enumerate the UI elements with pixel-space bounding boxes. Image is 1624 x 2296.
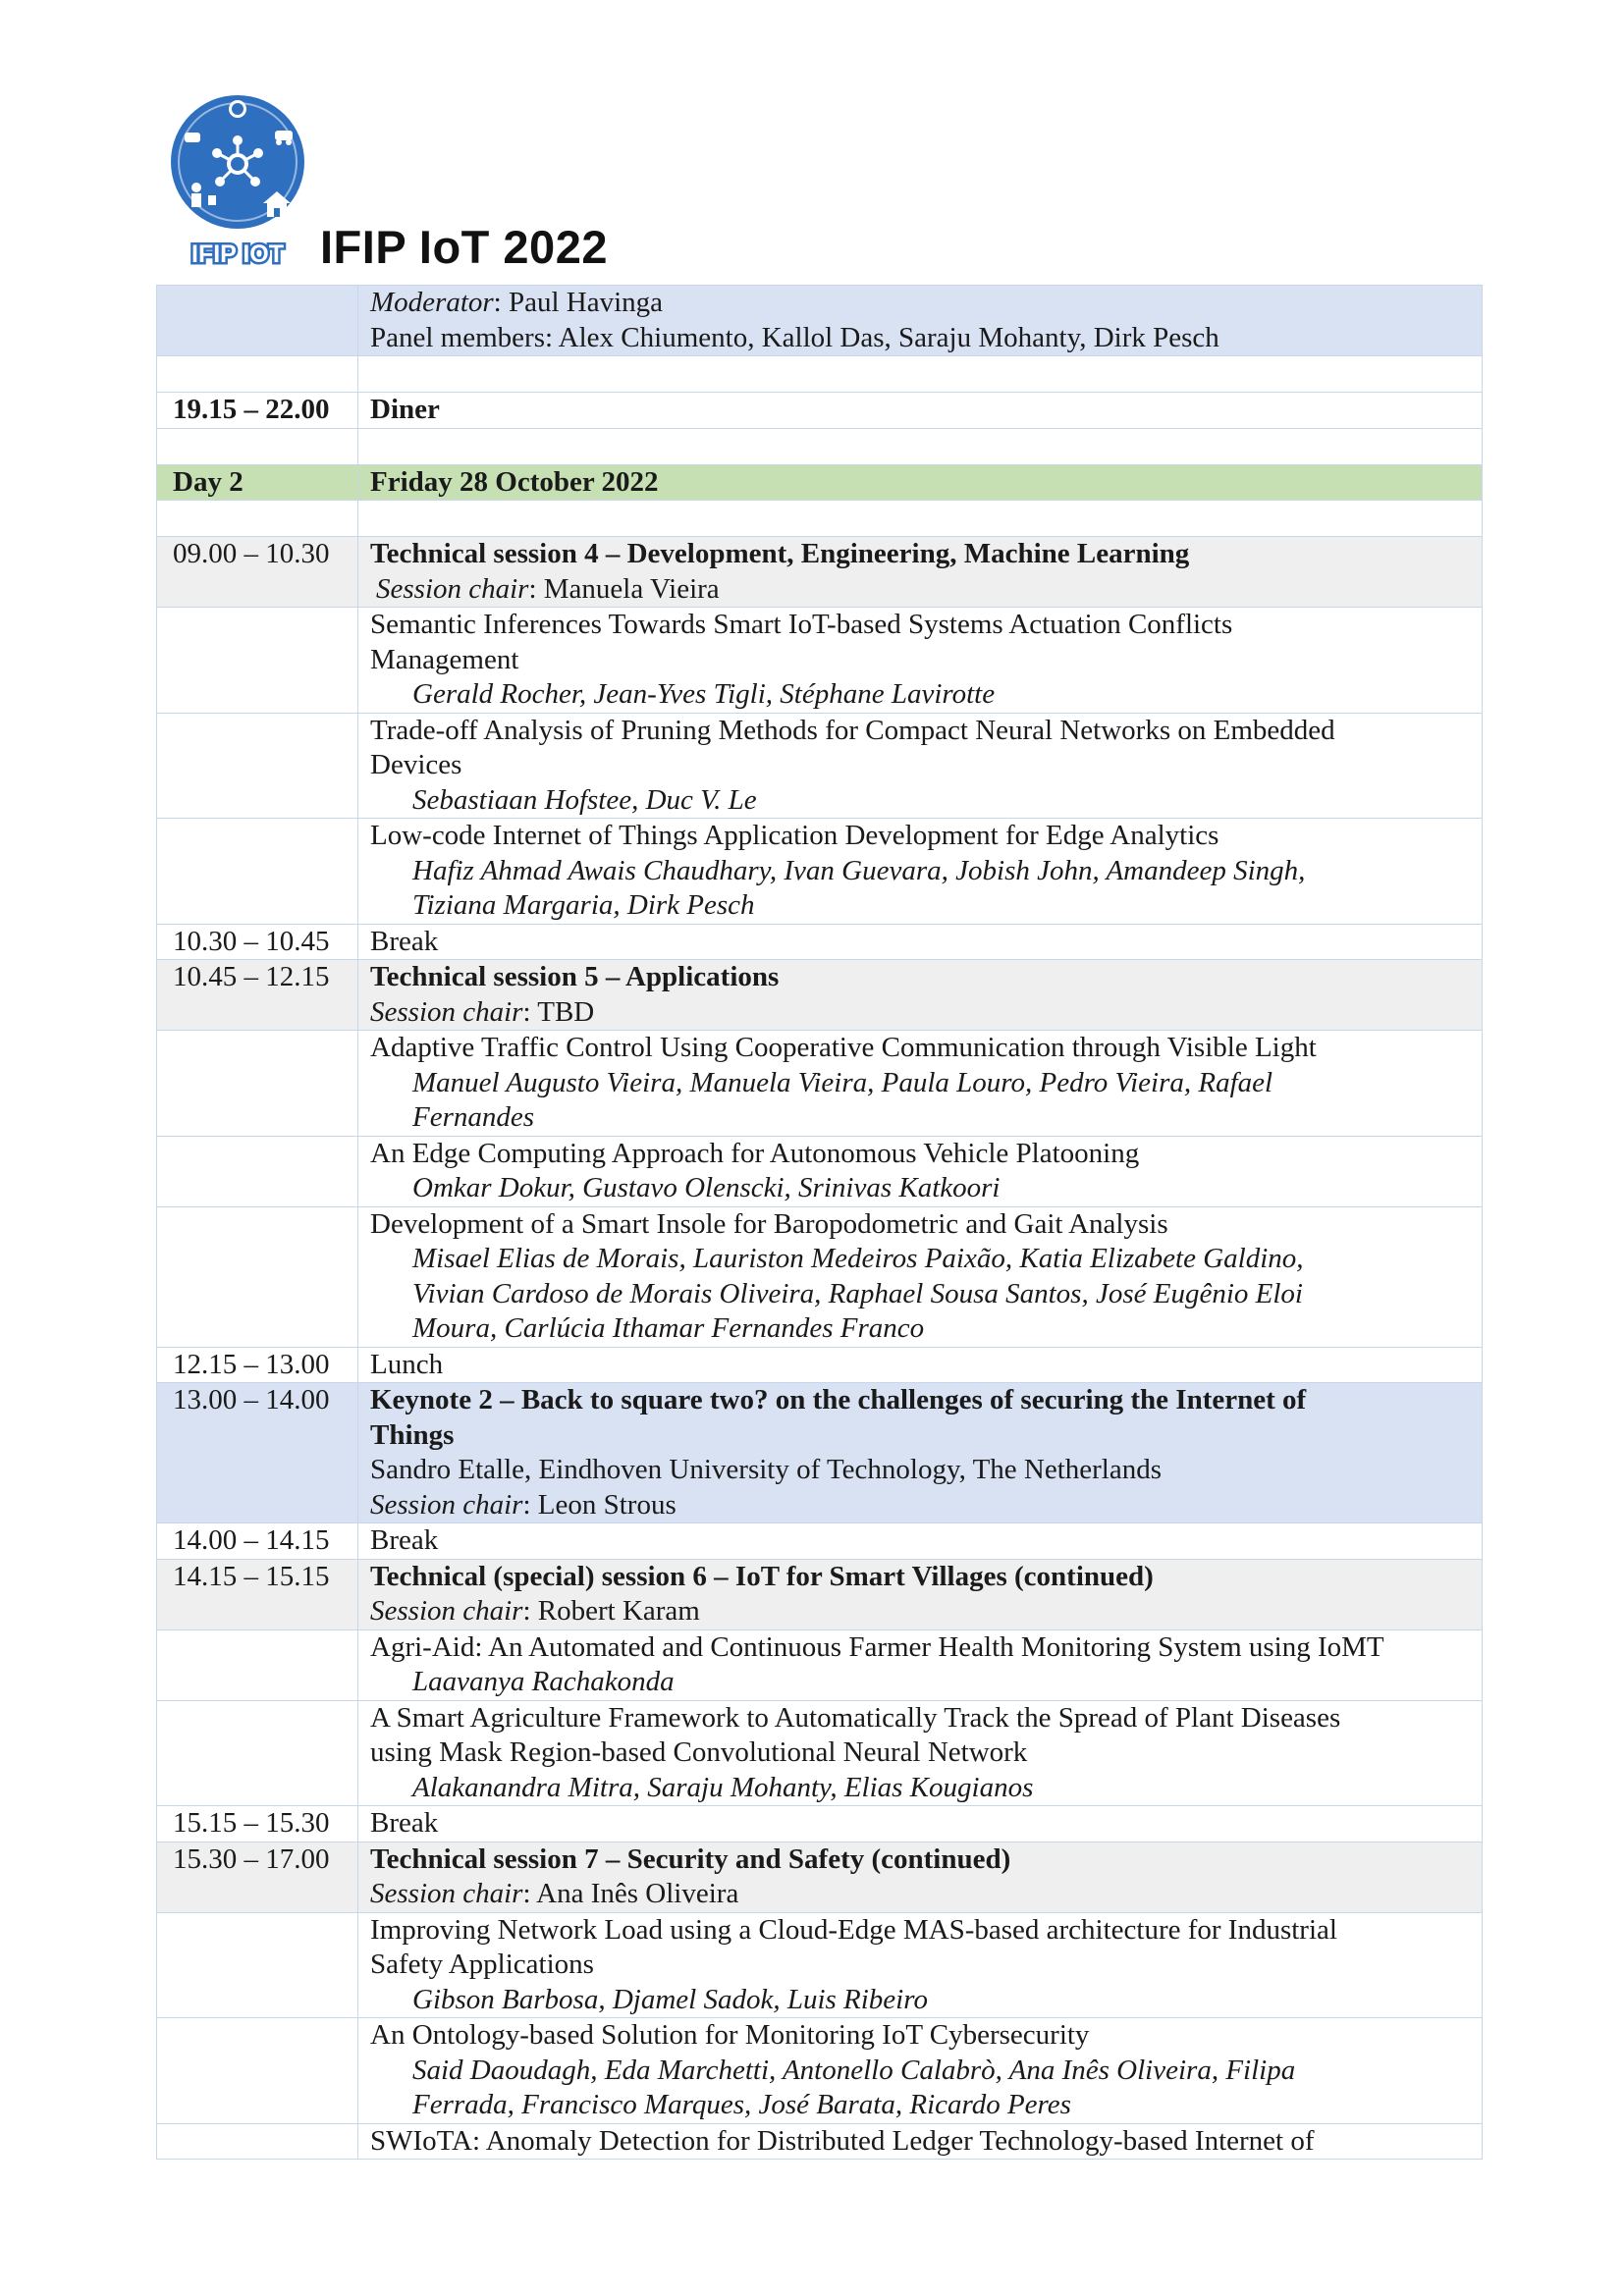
time-cell: 14.15 – 15.15 [157, 1559, 358, 1629]
keynote-speaker: Sandro Etalle, Eindhoven University of Technology, The Netherlands [370, 1454, 1163, 1485]
paper-row [157, 1700, 1483, 1806]
page-title: IFIP IoT 2022 [320, 221, 608, 273]
session-title: Technical session 4 – Development, Engineering, Machine Learning [370, 538, 1190, 569]
paper-title: Adaptive Traffic Control Using Cooperative Communication through Visible Light [370, 1032, 1317, 1063]
session-chair-name: : TBD [522, 995, 595, 1028]
session-title: Technical (special) session 6 – IoT for Smart Villages (continued) [370, 1560, 1154, 1592]
spacer-row [157, 428, 1483, 464]
lunch-label: Lunch [358, 1347, 1483, 1383]
spacer-row [157, 501, 1483, 537]
session-chair-label: Session chair [370, 1488, 523, 1521]
paper-title: An Ontology-based Solution for Monitoring IoT Cybersecurity [370, 2019, 1090, 2051]
paper-title: A Smart Agriculture Framework to Automatically Track the Spread of Plant Diseases [370, 1701, 1341, 1734]
paper-authors: Tiziana Margaria, Dirk Pesch [412, 889, 755, 921]
table-row [157, 393, 1483, 429]
time-cell: 15.30 – 17.00 [157, 1842, 358, 1912]
logo-text: IFIP IOT [191, 240, 284, 268]
session-header-row [157, 960, 1483, 1031]
paper-authors: Alakanandra Mitra, Saraju Mohanty, Elias Kougianos [412, 1771, 1034, 1803]
time-cell: 15.15 – 15.30 [157, 1806, 358, 1842]
paper-row [157, 713, 1483, 819]
paper-authors: Gibson Barbosa, Djamel Sadok, Luis Ribeiro [412, 1983, 928, 2015]
paper-title: SWIoTA: Anomaly Detection for Distributed Ledger Technology-based Internet of [370, 2124, 1315, 2157]
paper-authors: Laavanya Rachakonda [412, 1666, 675, 1697]
session-chair-label: Session chair [370, 1878, 523, 1909]
paper-row [157, 1136, 1483, 1206]
paper-authors: Gerald Rocher, Jean-Yves Tigli, Stéphane Lavirotte [412, 678, 996, 710]
paper-title: Agri-Aid: An Automated and Continuous Farmer Health Monitoring System using IoMT [370, 1630, 1384, 1663]
session-chair-name: : Leon Strous [522, 1488, 677, 1521]
paper-row [157, 2018, 1483, 2124]
time-cell: 13.00 – 14.00 [157, 1383, 358, 1523]
paper-row [157, 608, 1483, 714]
paper-row [157, 2123, 1483, 2160]
paper-title: Development of a Smart Insole for Baropodometric and Gait Analysis [370, 1207, 1168, 1240]
program-table [156, 285, 1483, 2160]
time-cell: 09.00 – 10.30 [157, 537, 358, 608]
paper-title: An Edge Computing Approach for Autonomous Vehicle Platooning [370, 1137, 1140, 1169]
break-label: Break [358, 1523, 1483, 1560]
moderator-label: Moderator [370, 287, 494, 318]
paper-row [157, 1206, 1483, 1347]
time-cell: 10.30 – 10.45 [157, 924, 358, 960]
paper-authors: Omkar Dokur, Gustavo Olenscki, Srinivas Katkoori [412, 1172, 1001, 1203]
paper-authors: Misael Elias de Morais, Lauriston Medeiros Paixão, Katia Elizabete Galdino, [412, 1243, 1304, 1274]
break-label: Break [358, 1806, 1483, 1842]
spacer-row [157, 356, 1483, 393]
session-title: Technical session 7 – Security and Safety (continued) [370, 1842, 1011, 1875]
time-cell: 12.15 – 13.00 [157, 1347, 358, 1383]
table-row [157, 1347, 1483, 1383]
session-header-row [157, 1559, 1483, 1629]
paper-title: Improving Network Load using a Cloud-Edge MAS-based architecture for Industrial [370, 1913, 1337, 1946]
paper-title: Management [370, 643, 519, 675]
session-chair-label: Session chair [370, 995, 523, 1028]
paper-title: using Mask Region-based Convolutional Neural Network [370, 1736, 1028, 1768]
table-row [157, 1523, 1483, 1560]
paper-authors: Hafiz Ahmad Awais Chaudhary, Ivan Guevara, Jobish John, Amandeep Singh, [412, 854, 1306, 886]
paper-authors: Manuel Augusto Vieira, Manuela Vieira, Paula Louro, Pedro Vieira, Rafael [412, 1066, 1273, 1098]
session-header-row [157, 1842, 1483, 1912]
paper-authors: Ferrada, Francisco Marques, José Barata, Ricardo Peres [412, 2089, 1071, 2120]
time-cell: 19.15 – 22.00 [157, 393, 358, 429]
paper-title: Trade-off Analysis of Pruning Methods for Compact Neural Networks on Embedded [370, 714, 1335, 746]
session-header-row [157, 537, 1483, 608]
session-chair-label: Session chair [370, 1595, 523, 1627]
diner-label: Diner [358, 393, 1483, 429]
paper-authors: Sebastiaan Hofstee, Duc V. Le [412, 783, 757, 816]
keynote-title: Things [370, 1418, 455, 1451]
day-header-row [157, 464, 1483, 501]
table-row [157, 1806, 1483, 1842]
paper-authors: Moura, Carlúcia Ithamar Fernandes Franco [412, 1312, 925, 1344]
paper-title: Safety Applications [370, 1949, 594, 1980]
time-cell: 10.45 – 12.15 [157, 960, 358, 1031]
day-label: Day 2 [157, 464, 358, 501]
paper-row [157, 1031, 1483, 1137]
break-label: Break [358, 924, 1483, 960]
paper-title: Semantic Inferences Towards Smart IoT-based Systems Actuation Conflicts [370, 609, 1233, 640]
moderator-name: : Paul Havinga [493, 287, 664, 318]
table-row [157, 924, 1483, 960]
keynote-title: Keynote 2 – Back to square two? on the challenges of securing the Internet of [370, 1384, 1307, 1415]
paper-title: Devices [370, 749, 462, 780]
panel-members: Panel members: Alex Chiumento, Kallol Das, Saraju Mohanty, Dirk Pesch [370, 321, 1219, 353]
session-chair-name: : Manuela Vieira [528, 572, 720, 605]
table-row [157, 286, 1483, 356]
paper-title: Low-code Internet of Things Application Development for Edge Analytics [370, 820, 1219, 851]
session-title: Technical session 5 – Applications [370, 961, 780, 992]
keynote-row [157, 1383, 1483, 1523]
ifip-iot-logo [157, 93, 334, 270]
paper-row [157, 819, 1483, 925]
time-cell: 14.00 – 14.15 [157, 1523, 358, 1560]
session-chair-name: : Robert Karam [522, 1595, 700, 1627]
paper-row [157, 1912, 1483, 2018]
paper-authors: Vivian Cardoso de Morais Oliveira, Raphael Sousa Santos, José Eugênio Eloi [412, 1277, 1303, 1309]
paper-authors: Said Daoudagh, Eda Marchetti, Antonello Calabrò, Ana Inês Oliveira, Filipa [412, 2054, 1296, 2086]
paper-row [157, 1629, 1483, 1700]
day-date: Friday 28 October 2022 [358, 464, 1483, 501]
paper-authors: Fernandes [412, 1101, 535, 1133]
session-chair-label: Session chair [376, 572, 529, 605]
session-chair-name: : Ana Inês Oliveira [522, 1878, 739, 1909]
